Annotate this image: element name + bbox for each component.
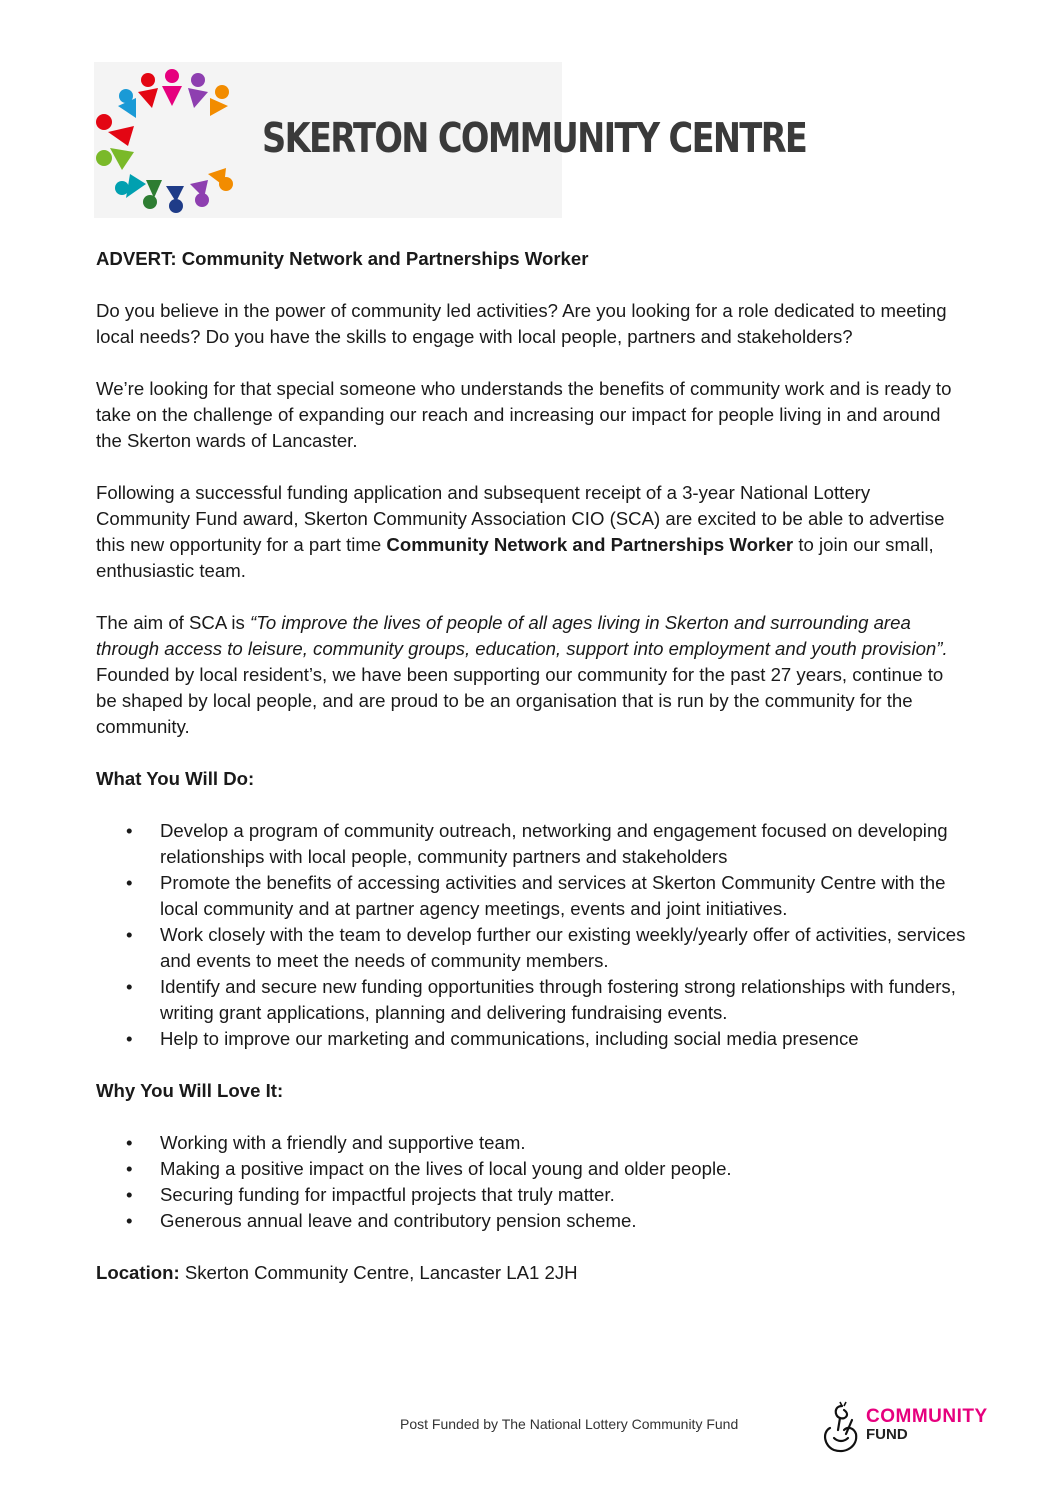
aim-text: Founded by local resident’s, we have been supporting our community for the past 27 years, continue to be shaped by local people, and are proud to be an organisation that is run by the community for the community. (96, 664, 944, 737)
list-item: • Develop a program of community outreach, networking and engagement focused on developing relationships with local people, community partners and stakeholders (96, 818, 966, 870)
lottery-logo-word: COMMUNITY (866, 1406, 988, 1427)
aim-quote: “To improve the lives of people of all ages living in Skerton and surrounding area through access to leisure, community groups, education, support into employment and youth provision”. (96, 612, 948, 659)
location-label: Location: (96, 1262, 180, 1283)
intro-paragraph: Do you believe in the power of community led activities? Are you looking for a role dedicated to meeting local needs? Do you have the skills to engage with local people, partners and stakeholders? (96, 300, 947, 347)
funding-paragraph (96, 480, 966, 584)
footer-credit: Post Funded by The National Lottery Community Fund (400, 1416, 739, 1432)
why-list (96, 1130, 966, 1234)
logo-figures-icon (94, 62, 264, 218)
page-title: ADVERT: Community Network and Partnerships Worker (96, 248, 589, 269)
description-paragraph: We’re looking for that special someone who understands the benefits of community work and is ready to take on the challenge of expanding our reach and increasing our impact for people living in and around the Skerton wards of Lancaster. (96, 378, 952, 451)
what-list (96, 818, 966, 1052)
crossed-fingers-icon (820, 1400, 864, 1456)
list-item: • Working with a friendly and supportive team. (96, 1130, 966, 1156)
skerton-logo (94, 62, 807, 218)
location-line (96, 1260, 966, 1286)
logo-wordmark: SKERTON COMMUNITY CENTRE (262, 114, 807, 162)
advert-body (96, 246, 966, 1312)
aim-intro: The aim of SCA is (96, 612, 250, 633)
role-title: Community Network and Partnerships Worker (386, 534, 794, 555)
list-item: • Work closely with the team to develop further our existing weekly/yearly offer of activities, services and events to meet the needs of community members. (96, 922, 966, 974)
list-item: • Making a positive impact on the lives of local young and older people. (96, 1156, 966, 1182)
list-item: • Promote the benefits of accessing activities and services at Skerton Community Centre with the local community and at partner agency meetings, events and joint initiatives. (96, 870, 966, 922)
list-item: • Help to improve our marketing and communications, including social media presence (96, 1026, 966, 1052)
why-heading: Why You Will Love It: (96, 1080, 284, 1101)
community-fund-logo (820, 1400, 988, 1456)
funding-text: Following a successful funding application and subsequent receipt of a 3-year National Lottery Community Fund award, Skerton Community Association CIO (SCA) are excited to be able to advertise this new opportunity for a part time (96, 482, 945, 555)
location-value: Skerton Community Centre, Lancaster LA1 2JH (179, 1262, 578, 1283)
aim-paragraph (96, 610, 966, 740)
list-item: • Generous annual leave and contributory pension scheme. (96, 1208, 966, 1234)
funding-text-end: to join our small, enthusiastic team. (96, 534, 934, 581)
list-item: • Identify and secure new funding opportunities through fostering strong relationships with funders, writing grant applications, planning and delivering fundraising events. (96, 974, 966, 1026)
list-item: • Securing funding for impactful projects that truly matter. (96, 1182, 966, 1208)
what-heading: What You Will Do: (96, 768, 255, 789)
lottery-logo-word: FUND (866, 1426, 908, 1443)
